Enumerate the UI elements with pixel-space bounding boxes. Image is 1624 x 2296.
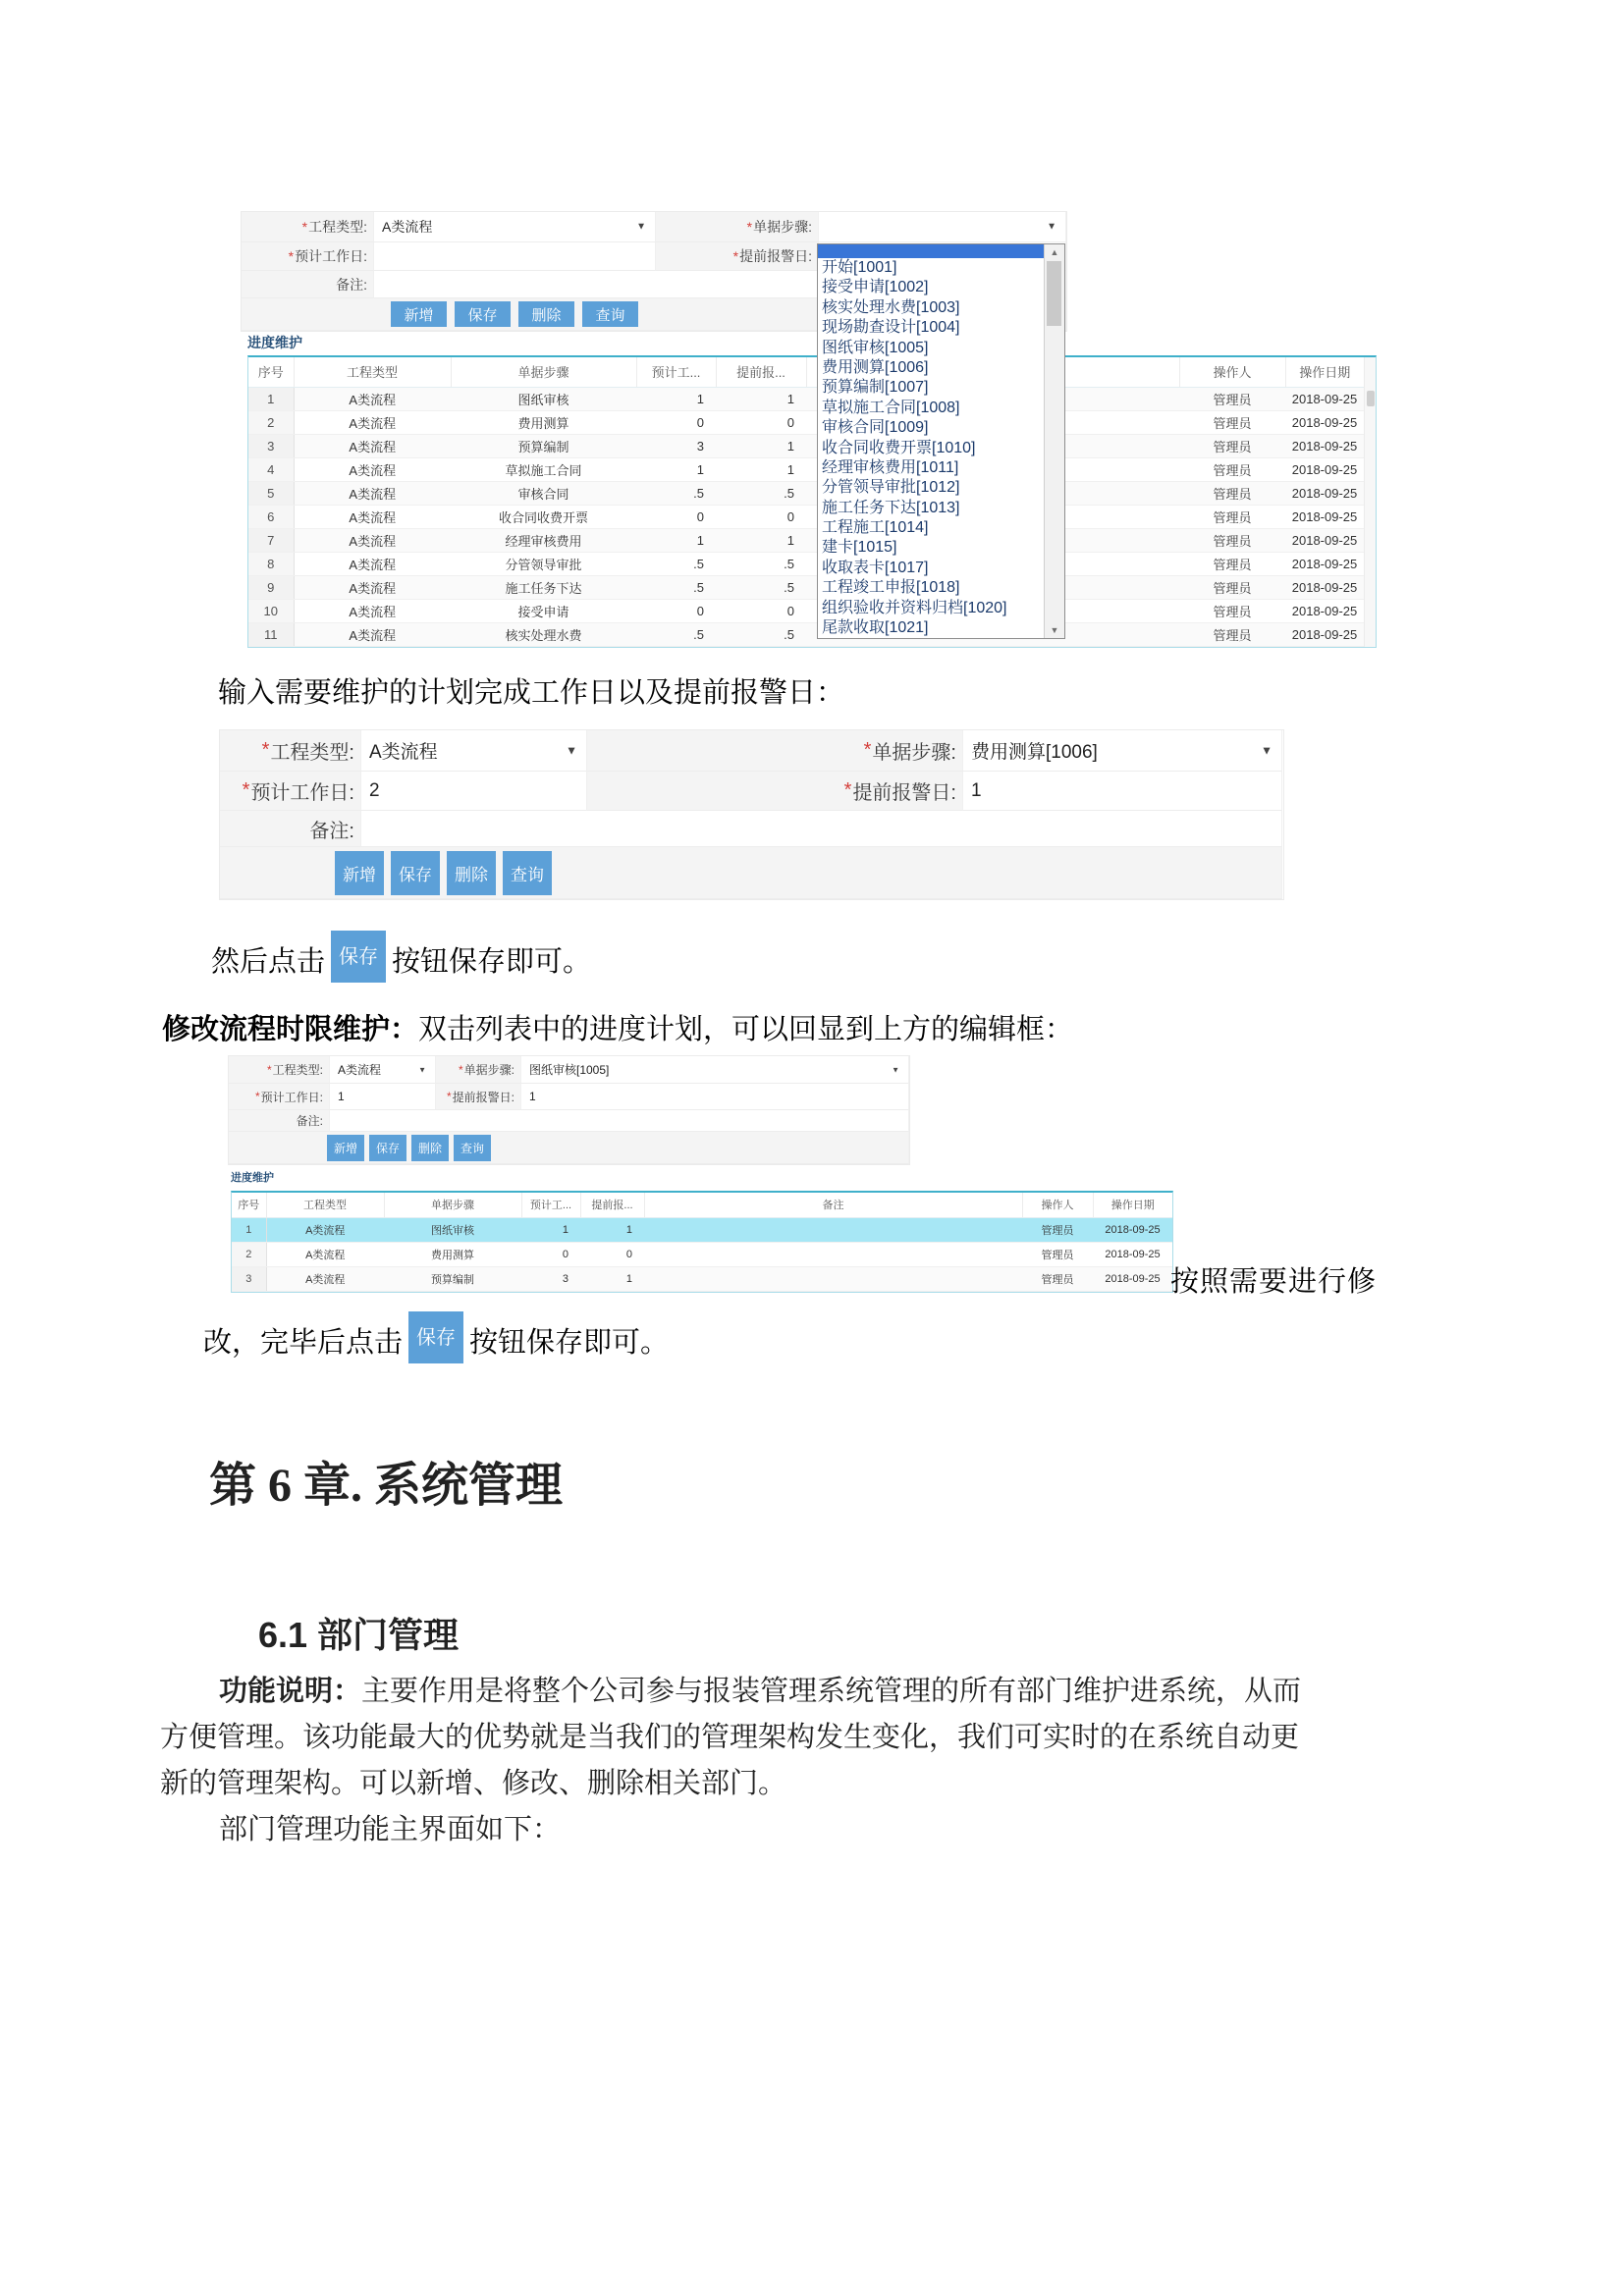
dropdown-option[interactable]: 分管领导审批[1012] bbox=[822, 479, 960, 497]
cell-step: 收合同收费开票 bbox=[451, 505, 636, 528]
planned-days-label: * 预计工作日: bbox=[229, 1084, 330, 1110]
required-mark: * bbox=[863, 739, 872, 761]
table-row[interactable] bbox=[232, 1266, 1172, 1291]
cell-planned: 0 bbox=[636, 410, 716, 434]
chevron-down-icon: ▼ bbox=[1261, 743, 1272, 758]
step-select[interactable]: 图纸审核[1005] ▼ bbox=[521, 1056, 909, 1084]
cell-type: A类流程 bbox=[294, 434, 451, 457]
cell-type: A类流程 bbox=[294, 481, 451, 505]
dropdown-scrollbar[interactable] bbox=[1044, 244, 1064, 638]
action-button[interactable]: 查询 bbox=[503, 851, 552, 895]
screenshot-progress-maintenance-2 bbox=[219, 729, 1284, 901]
chevron-down-icon: ▼ bbox=[892, 1064, 899, 1074]
remark-input[interactable] bbox=[330, 1110, 909, 1132]
cell-planned: 1 bbox=[636, 387, 716, 410]
cell-alert: .5 bbox=[716, 552, 806, 575]
cell-type: A类流程 bbox=[266, 1242, 384, 1266]
paragraph-click-save: 然后点击 保存 按钮保存即可。 bbox=[211, 931, 591, 983]
cell-planned: .5 bbox=[636, 575, 716, 599]
progress-table bbox=[231, 1191, 1173, 1293]
action-button[interactable]: 查询 bbox=[454, 1135, 491, 1161]
cell-date: 2018-09-25 bbox=[1285, 410, 1364, 434]
planned-days-input[interactable]: 2 bbox=[361, 772, 587, 811]
cell-date: 2018-09-25 bbox=[1285, 387, 1364, 410]
cell-operator: 管理员 bbox=[1179, 622, 1285, 646]
column-header[interactable]: 预计工... bbox=[636, 357, 716, 387]
paragraph-line: 功能说明：主要作用是将整个公司参与报装管理系统管理的所有部门维护进系统，从而 bbox=[219, 1676, 1302, 1707]
cell-step: 图纸审核 bbox=[451, 387, 636, 410]
cell-remark bbox=[644, 1242, 1022, 1266]
progress-table-body bbox=[232, 1217, 1172, 1291]
table-row[interactable] bbox=[232, 1242, 1172, 1266]
cell-operator: 管理员 bbox=[1179, 457, 1285, 481]
cell-type: A类流程 bbox=[266, 1217, 384, 1242]
action-button[interactable]: 新增 bbox=[327, 1135, 364, 1161]
cell-type: A类流程 bbox=[294, 387, 451, 410]
cell-date: 2018-09-25 bbox=[1285, 599, 1364, 622]
dropdown-option[interactable]: 费用测算[1006] bbox=[822, 358, 929, 376]
chevron-down-icon: ▼ bbox=[566, 743, 577, 758]
cell-alert: 1 bbox=[716, 457, 806, 481]
scrollbar-thumb[interactable] bbox=[1367, 391, 1375, 406]
required-mark: * bbox=[458, 1062, 463, 1077]
cell-operator: 管理员 bbox=[1179, 575, 1285, 599]
paragraph-modify-wrap-start: 按照需要进行修 bbox=[1170, 1266, 1378, 1298]
cell-operator: 管理员 bbox=[1179, 505, 1285, 528]
cell-type: A类流程 bbox=[294, 505, 451, 528]
table-row[interactable] bbox=[232, 1217, 1172, 1242]
project-type-select[interactable]: A类流程 ▼ bbox=[330, 1056, 436, 1084]
paragraph-line: 部门管理功能主界面如下： bbox=[219, 1814, 562, 1845]
maintenance-form bbox=[219, 729, 1284, 900]
cell-planned: 1 bbox=[636, 528, 716, 552]
cell-date: 2018-09-25 bbox=[1093, 1266, 1172, 1291]
cell-alert: 1 bbox=[580, 1266, 644, 1291]
paragraph-modify-instruction: 修改流程时限维护：双击列表中的进度计划，可以回显到上方的编辑框： bbox=[162, 1014, 1074, 1045]
chevron-down-icon: ▼ bbox=[636, 221, 646, 233]
cell-alert: .5 bbox=[716, 481, 806, 505]
alert-days-input[interactable]: 1 bbox=[963, 772, 1282, 811]
section-heading: 6.1 部门管理 bbox=[258, 1615, 460, 1655]
dropdown-option[interactable]: 核实处理水费[1003] bbox=[822, 298, 960, 316]
cell-step: 预算编制 bbox=[384, 1266, 521, 1291]
required-mark: * bbox=[301, 219, 308, 235]
dropdown-option[interactable]: 现场勘查设计[1004] bbox=[822, 319, 960, 337]
save-button-image[interactable]: 保存 bbox=[331, 931, 386, 983]
cell-operator: 管理员 bbox=[1179, 434, 1285, 457]
cell-date: 2018-09-25 bbox=[1285, 575, 1364, 599]
cell-step: 费用测算 bbox=[451, 410, 636, 434]
remark-label: 备注: bbox=[229, 1110, 330, 1132]
body-paragraph bbox=[160, 1669, 1301, 1853]
column-header[interactable]: 单据步骤 bbox=[451, 357, 636, 387]
cell-date: 2018-09-25 bbox=[1285, 481, 1364, 505]
table-row[interactable] bbox=[248, 575, 1364, 599]
cell-planned: 0 bbox=[636, 599, 716, 622]
step-select[interactable]: 费用测算[1006] ▼ bbox=[963, 730, 1282, 772]
cell-planned: 3 bbox=[636, 434, 716, 457]
cell-alert: 1 bbox=[580, 1217, 644, 1242]
project-type-select[interactable]: A类流程 ▼ bbox=[374, 212, 656, 242]
maintenance-form bbox=[228, 1055, 910, 1165]
cell-seq: 5 bbox=[248, 481, 294, 505]
action-button[interactable]: 删除 bbox=[518, 301, 574, 327]
dropdown-option[interactable]: 经理审核费用[1011] bbox=[822, 458, 959, 476]
column-header[interactable]: 提前报... bbox=[580, 1193, 644, 1217]
dropdown-options bbox=[818, 258, 1064, 638]
cell-alert: .5 bbox=[716, 575, 806, 599]
scroll-down-icon[interactable]: ▼ bbox=[1050, 625, 1059, 635]
cell-type: A类流程 bbox=[294, 575, 451, 599]
alert-days-label: * 提前报警日: bbox=[587, 772, 963, 811]
action-button[interactable]: 保存 bbox=[369, 1135, 406, 1161]
required-mark: * bbox=[266, 1062, 272, 1077]
dropdown-option[interactable]: 接受申请[1002] bbox=[822, 279, 929, 296]
paragraph-input-instruction: 输入需要维护的计划完成工作日以及提前报警日： bbox=[218, 677, 845, 709]
remark-label: 备注: bbox=[242, 271, 374, 298]
cell-remark bbox=[644, 1217, 1022, 1242]
cell-step: 经理审核费用 bbox=[451, 528, 636, 552]
dropdown-option[interactable]: 施工任务下达[1013] bbox=[822, 499, 960, 516]
chevron-down-icon: ▼ bbox=[1047, 221, 1056, 233]
project-type-label: * 工程类型: bbox=[242, 212, 374, 242]
dropdown-option[interactable]: 开始[1001] bbox=[822, 259, 897, 276]
cell-remark bbox=[644, 1266, 1022, 1291]
dropdown-option[interactable]: 收合同收费开票[1010] bbox=[822, 439, 976, 456]
column-header[interactable]: 序号 bbox=[248, 357, 294, 387]
cell-alert: 1 bbox=[716, 434, 806, 457]
scroll-up-icon[interactable]: ▲ bbox=[1050, 247, 1059, 257]
dropdown-option[interactable]: 草拟施工合同[1008] bbox=[822, 399, 960, 416]
column-header[interactable]: 单据步骤 bbox=[384, 1193, 521, 1217]
cell-type: A类流程 bbox=[294, 599, 451, 622]
cell-date: 2018-09-25 bbox=[1285, 528, 1364, 552]
cell-seq: 3 bbox=[248, 434, 294, 457]
cell-alert: 0 bbox=[716, 505, 806, 528]
save-button-image[interactable]: 保存 bbox=[408, 1311, 463, 1363]
column-header[interactable]: 操作人 bbox=[1179, 357, 1285, 387]
cell-planned: .5 bbox=[636, 552, 716, 575]
alert-days-label: * 提前报警日: bbox=[436, 1084, 521, 1110]
cell-planned: 3 bbox=[521, 1266, 580, 1291]
action-button[interactable]: 删除 bbox=[447, 851, 496, 895]
table-row[interactable] bbox=[248, 505, 1364, 528]
table-row[interactable] bbox=[248, 434, 1364, 457]
progress-table-body bbox=[248, 387, 1364, 646]
cell-planned: .5 bbox=[636, 622, 716, 646]
planned-days-label: * 预计工作日: bbox=[220, 772, 361, 811]
required-mark: * bbox=[746, 219, 753, 235]
cell-planned: 0 bbox=[521, 1242, 580, 1266]
table-row[interactable] bbox=[248, 622, 1364, 646]
alert-days-label: * 提前报警日: bbox=[656, 242, 819, 271]
alert-days-input[interactable]: 1 bbox=[521, 1084, 909, 1110]
action-button[interactable]: 查询 bbox=[582, 301, 638, 327]
planned-days-label: * 预计工作日: bbox=[242, 242, 374, 271]
required-mark: * bbox=[242, 779, 250, 801]
cell-date: 2018-09-25 bbox=[1093, 1242, 1172, 1266]
cell-seq: 11 bbox=[248, 622, 294, 646]
cell-date: 2018-09-25 bbox=[1285, 434, 1364, 457]
column-header[interactable]: 操作人 bbox=[1022, 1193, 1093, 1217]
step-label: * 单据步骤: bbox=[656, 212, 819, 242]
cell-planned: 1 bbox=[636, 457, 716, 481]
cell-seq: 6 bbox=[248, 505, 294, 528]
paragraph-modify-wrap-end: 改，完毕后点击 保存 按钮保存即可。 bbox=[203, 1311, 669, 1363]
paragraph-line: 新的管理架构。可以新增、修改、删除相关部门。 bbox=[160, 1768, 787, 1799]
cell-seq: 7 bbox=[248, 528, 294, 552]
cell-type: A类流程 bbox=[294, 457, 451, 481]
dropdown-option[interactable]: 图纸审核[1005] bbox=[822, 339, 929, 356]
cell-operator: 管理员 bbox=[1179, 481, 1285, 505]
step-label: * 单据步骤: bbox=[587, 730, 963, 772]
required-mark: * bbox=[261, 739, 270, 761]
panel-title: 进度维护 bbox=[231, 1172, 274, 1184]
table-row[interactable] bbox=[248, 481, 1364, 505]
form-button-row bbox=[220, 847, 1282, 899]
table-row[interactable] bbox=[248, 528, 1364, 552]
column-header[interactable]: 工程类型 bbox=[294, 357, 451, 387]
cell-date: 2018-09-25 bbox=[1285, 552, 1364, 575]
cell-step: 接受申请 bbox=[451, 599, 636, 622]
cell-operator: 管理员 bbox=[1022, 1266, 1093, 1291]
required-mark: * bbox=[254, 1090, 260, 1103]
cell-seq: 9 bbox=[248, 575, 294, 599]
action-button[interactable]: 保存 bbox=[391, 851, 440, 895]
action-button[interactable]: 保存 bbox=[455, 301, 511, 327]
dropdown-option[interactable]: 收取表卡[1017] bbox=[822, 559, 929, 576]
required-mark: * bbox=[288, 248, 295, 264]
cell-planned: 0 bbox=[636, 505, 716, 528]
cell-alert: 1 bbox=[716, 387, 806, 410]
chapter-heading: 第 6 章. 系统管理 bbox=[209, 1460, 564, 1512]
table-row[interactable] bbox=[248, 410, 1364, 434]
cell-seq: 2 bbox=[232, 1242, 266, 1266]
cell-type: A类流程 bbox=[266, 1266, 384, 1291]
cell-type: A类流程 bbox=[294, 410, 451, 434]
cell-planned: .5 bbox=[636, 481, 716, 505]
step-select[interactable] bbox=[819, 212, 1066, 242]
scrollbar-thumb[interactable] bbox=[1047, 261, 1061, 326]
table-scrollbar[interactable] bbox=[1364, 357, 1376, 647]
cell-date: 2018-09-25 bbox=[1285, 622, 1364, 646]
project-type-select[interactable]: A类流程 ▼ bbox=[361, 730, 587, 772]
cell-date: 2018-09-25 bbox=[1285, 457, 1364, 481]
column-header[interactable]: 工程类型 bbox=[266, 1193, 384, 1217]
cell-alert: 1 bbox=[716, 528, 806, 552]
panel-title: 进度维护 bbox=[247, 335, 302, 350]
table-row[interactable] bbox=[248, 387, 1364, 410]
cell-operator: 管理员 bbox=[1022, 1217, 1093, 1242]
cell-seq: 4 bbox=[248, 457, 294, 481]
table-header-row bbox=[248, 357, 1364, 387]
paragraph-line: 方便管理。该功能最大的优势就是当我们的管理架构发生变化，我们可实时的在系统自动更 bbox=[160, 1722, 1300, 1753]
cell-date: 2018-09-25 bbox=[1285, 505, 1364, 528]
screenshot-progress-maintenance-1 bbox=[241, 211, 1380, 647]
planned-days-input[interactable] bbox=[374, 242, 656, 271]
screenshot-progress-maintenance-3 bbox=[228, 1055, 1171, 1293]
cell-step: 分管领导审批 bbox=[451, 552, 636, 575]
column-header[interactable]: 操作日期 bbox=[1093, 1193, 1172, 1217]
cell-operator: 管理员 bbox=[1022, 1242, 1093, 1266]
remark-input[interactable] bbox=[361, 811, 1282, 847]
project-type-label: * 工程类型: bbox=[220, 730, 361, 772]
column-header[interactable]: 序号 bbox=[232, 1193, 266, 1217]
cell-type: A类流程 bbox=[294, 622, 451, 646]
cell-type: A类流程 bbox=[294, 552, 451, 575]
cell-operator: 管理员 bbox=[1179, 552, 1285, 575]
cell-seq: 1 bbox=[232, 1217, 266, 1242]
required-mark: * bbox=[446, 1090, 452, 1103]
cell-seq: 8 bbox=[248, 552, 294, 575]
column-header[interactable]: 备注 bbox=[644, 1193, 1022, 1217]
cell-date: 2018-09-25 bbox=[1093, 1217, 1172, 1242]
cell-step: 费用测算 bbox=[384, 1242, 521, 1266]
table-row[interactable] bbox=[248, 599, 1364, 622]
required-mark: * bbox=[732, 248, 739, 264]
dropdown-option[interactable]: 工程竣工申报[1018] bbox=[822, 579, 960, 597]
cell-operator: 管理员 bbox=[1179, 410, 1285, 434]
step-dropdown-list bbox=[817, 243, 1065, 639]
cell-step: 预算编制 bbox=[451, 434, 636, 457]
cell-step: 核实处理水费 bbox=[451, 622, 636, 646]
required-mark: * bbox=[843, 779, 852, 801]
form-button-row bbox=[229, 1132, 909, 1164]
column-header[interactable]: 提前报... bbox=[716, 357, 806, 387]
dropdown-option[interactable]: 工程施工[1014] bbox=[822, 519, 929, 537]
cell-operator: 管理员 bbox=[1179, 387, 1285, 410]
action-button[interactable]: 新增 bbox=[391, 301, 447, 327]
chevron-down-icon: ▼ bbox=[418, 1064, 426, 1074]
dropdown-option[interactable]: 建卡[1015] bbox=[822, 539, 897, 557]
cell-step: 图纸审核 bbox=[384, 1217, 521, 1242]
cell-step: 施工任务下达 bbox=[451, 575, 636, 599]
cell-seq: 3 bbox=[232, 1266, 266, 1291]
column-header[interactable]: 预计工... bbox=[521, 1193, 580, 1217]
cell-alert: 0 bbox=[716, 599, 806, 622]
column-header[interactable]: 操作日期 bbox=[1285, 357, 1364, 387]
table-header-row bbox=[232, 1193, 1172, 1217]
cell-seq: 2 bbox=[248, 410, 294, 434]
action-button[interactable]: 新增 bbox=[335, 851, 384, 895]
remark-label: 备注: bbox=[220, 811, 361, 847]
action-button[interactable]: 删除 bbox=[411, 1135, 449, 1161]
cell-type: A类流程 bbox=[294, 528, 451, 552]
cell-alert: 0 bbox=[580, 1242, 644, 1266]
cell-alert: .5 bbox=[716, 622, 806, 646]
project-type-label: * 工程类型: bbox=[229, 1056, 330, 1084]
table-row[interactable] bbox=[248, 552, 1364, 575]
dropdown-option[interactable]: 审核合同[1009] bbox=[822, 419, 929, 437]
cell-operator: 管理员 bbox=[1179, 599, 1285, 622]
dropdown-option[interactable]: 组织验收并资料归档[1020] bbox=[822, 599, 1007, 616]
cell-step: 审核合同 bbox=[451, 481, 636, 505]
step-label: * 单据步骤: bbox=[436, 1056, 521, 1084]
cell-alert: 0 bbox=[716, 410, 806, 434]
table-row[interactable] bbox=[248, 457, 1364, 481]
dropdown-selected-blank-option[interactable] bbox=[818, 244, 1044, 258]
dropdown-option[interactable]: 预算编制[1007] bbox=[822, 379, 929, 397]
cell-planned: 1 bbox=[521, 1217, 580, 1242]
cell-step: 草拟施工合同 bbox=[451, 457, 636, 481]
dropdown-option[interactable]: 尾款收取[1021] bbox=[822, 619, 929, 637]
cell-seq: 10 bbox=[248, 599, 294, 622]
cell-operator: 管理员 bbox=[1179, 528, 1285, 552]
planned-days-input[interactable]: 1 bbox=[330, 1084, 436, 1110]
progress-table bbox=[247, 355, 1377, 648]
cell-seq: 1 bbox=[248, 387, 294, 410]
